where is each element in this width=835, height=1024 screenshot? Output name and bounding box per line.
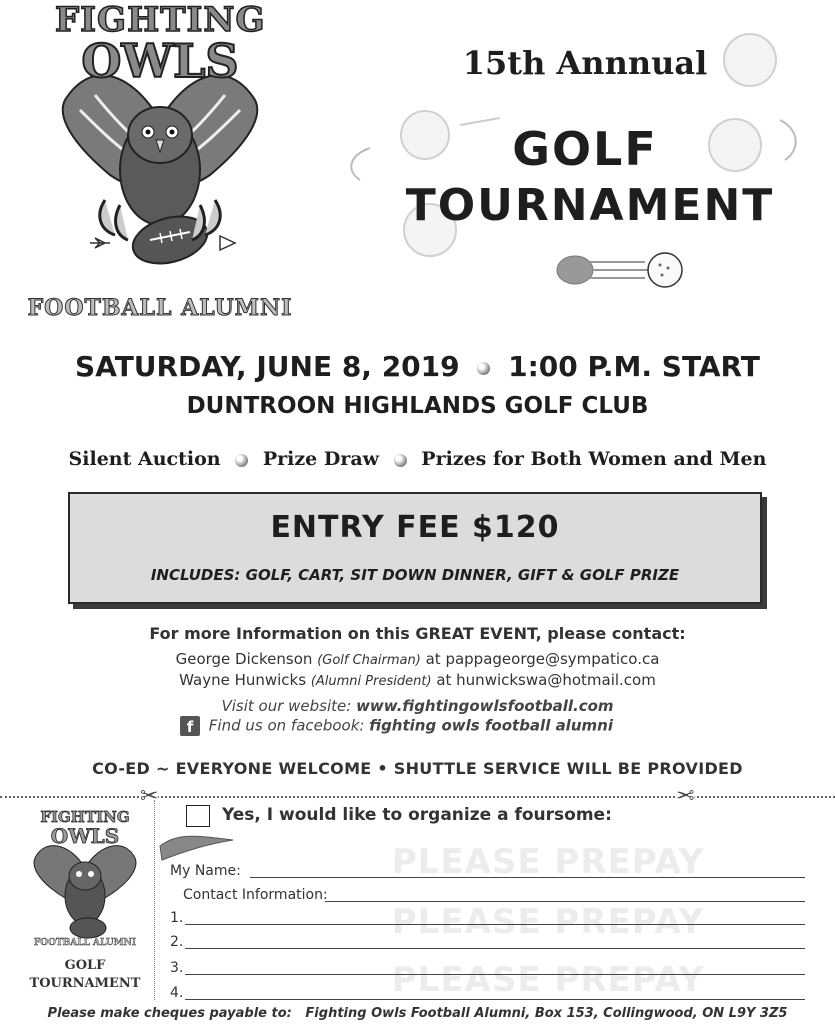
- cheque-instructions: [0, 1006, 835, 1021]
- facebook-link[interactable]: fighting owls football alumni: [369, 716, 613, 735]
- contact-at: at: [425, 650, 441, 668]
- alumni-logo: [20, 0, 300, 325]
- contact-person: [0, 650, 835, 668]
- player-number: 3.: [170, 960, 184, 976]
- prepay-watermark: PLEASE PREPAY: [391, 960, 705, 1000]
- small-logo-tournament: TOURNAMENT: [29, 976, 141, 991]
- contact-role: (Alumni President): [310, 674, 432, 689]
- title-golf: GOLF: [512, 122, 658, 176]
- facebook-line: [180, 716, 700, 736]
- contact-name: George Dickenson: [175, 650, 313, 668]
- feature-item: Prizes for Both Women and Men: [421, 448, 767, 470]
- notice-line: CO-ED ~ EVERYONE WELCOME • SHUTTLE SERVICE WILL BE PROVIDED: [92, 759, 743, 778]
- logo-top-text: FIGHTING: [55, 0, 266, 40]
- event-time: 1:00 P.M. START: [508, 350, 760, 383]
- player-3-field[interactable]: [185, 974, 805, 975]
- entry-fee: ENTRY FEE $120: [270, 510, 560, 545]
- logo-bottom-text: FOOTBALL ALUMNI: [27, 295, 293, 321]
- small-logo-middle-text: OWLS: [50, 824, 120, 848]
- contact-email-link[interactable]: hunwickswa@hotmail.com: [456, 671, 656, 689]
- event-features: [0, 448, 835, 470]
- scissors-icon: ✂: [676, 784, 695, 809]
- small-logo-golf: GOLF: [64, 958, 106, 973]
- form-divider: [154, 800, 155, 1000]
- facebook-icon[interactable]: f: [180, 716, 200, 736]
- event-date-time: [0, 350, 835, 383]
- golf-ball-bullet-icon: [235, 454, 248, 467]
- player-number: 4.: [170, 985, 184, 1001]
- website-label: Visit our website:: [221, 697, 352, 715]
- player-number: 2.: [170, 934, 184, 950]
- contact-info-field[interactable]: [325, 901, 805, 902]
- facebook-label: Find us on facebook:: [208, 716, 365, 735]
- cut-line: [0, 796, 835, 798]
- pennant-icon: [158, 832, 238, 864]
- annual-label: 15th Annnual: [462, 44, 708, 82]
- small-logo-top-text: FIGHTING: [40, 808, 130, 826]
- event-date: SATURDAY, JUNE 8, 2019: [75, 350, 460, 383]
- player-1-field[interactable]: [185, 924, 805, 925]
- contact-name: Wayne Hunwicks: [179, 671, 307, 689]
- entry-fee-box: [68, 492, 762, 604]
- contact-info-label: Contact Information:: [183, 887, 328, 903]
- title-tournament: TOURNAMENT: [405, 180, 775, 231]
- contact-person: [0, 671, 835, 689]
- player-number: 1.: [170, 910, 184, 926]
- golf-ball-bullet-icon: [394, 454, 407, 467]
- small-logo-bottom-text: FOOTBALL ALUMNI: [33, 938, 137, 948]
- prepay-watermark: PLEASE PREPAY: [391, 842, 705, 882]
- website-line: [0, 697, 835, 715]
- contact-role: (Golf Chairman): [317, 653, 421, 668]
- player-2-field[interactable]: [185, 948, 805, 949]
- my-name-field[interactable]: [250, 877, 805, 878]
- cheque-payee: Fighting Owls Football Alumni, Box 153, Collingwood, ON L9Y 3Z5: [305, 1006, 788, 1021]
- website-link[interactable]: www.fightingowlsfootball.com: [356, 697, 614, 715]
- prepay-watermark: PLEASE PREPAY: [391, 902, 705, 942]
- logo-middle-text: OWLS: [81, 34, 239, 88]
- event-venue: DUNTROON HIGHLANDS GOLF CLUB: [186, 393, 649, 419]
- feature-item: Silent Auction: [68, 448, 221, 470]
- contact-heading: For more Information on this GREAT EVENT, please contact:: [149, 624, 686, 643]
- cheque-label: Please make cheques payable to:: [47, 1006, 292, 1021]
- my-name-label: My Name:: [170, 863, 241, 879]
- small-alumni-logo: [20, 808, 150, 1003]
- golf-ball-bullet-icon: [477, 362, 490, 375]
- player-4-field[interactable]: [185, 999, 805, 1000]
- contact-email-link[interactable]: pappageorge@sympatico.ca: [445, 650, 660, 668]
- feature-item: Prize Draw: [262, 448, 380, 470]
- foursome-checkbox-label: Yes, I would like to organize a foursome:: [222, 805, 612, 825]
- scissors-icon: ✂: [140, 784, 159, 809]
- foursome-checkbox[interactable]: [186, 805, 210, 827]
- entry-includes: INCLUDES: GOLF, CART, SIT DOWN DINNER, GIFT & GOLF PRIZE: [150, 566, 680, 584]
- contact-at: at: [436, 671, 452, 689]
